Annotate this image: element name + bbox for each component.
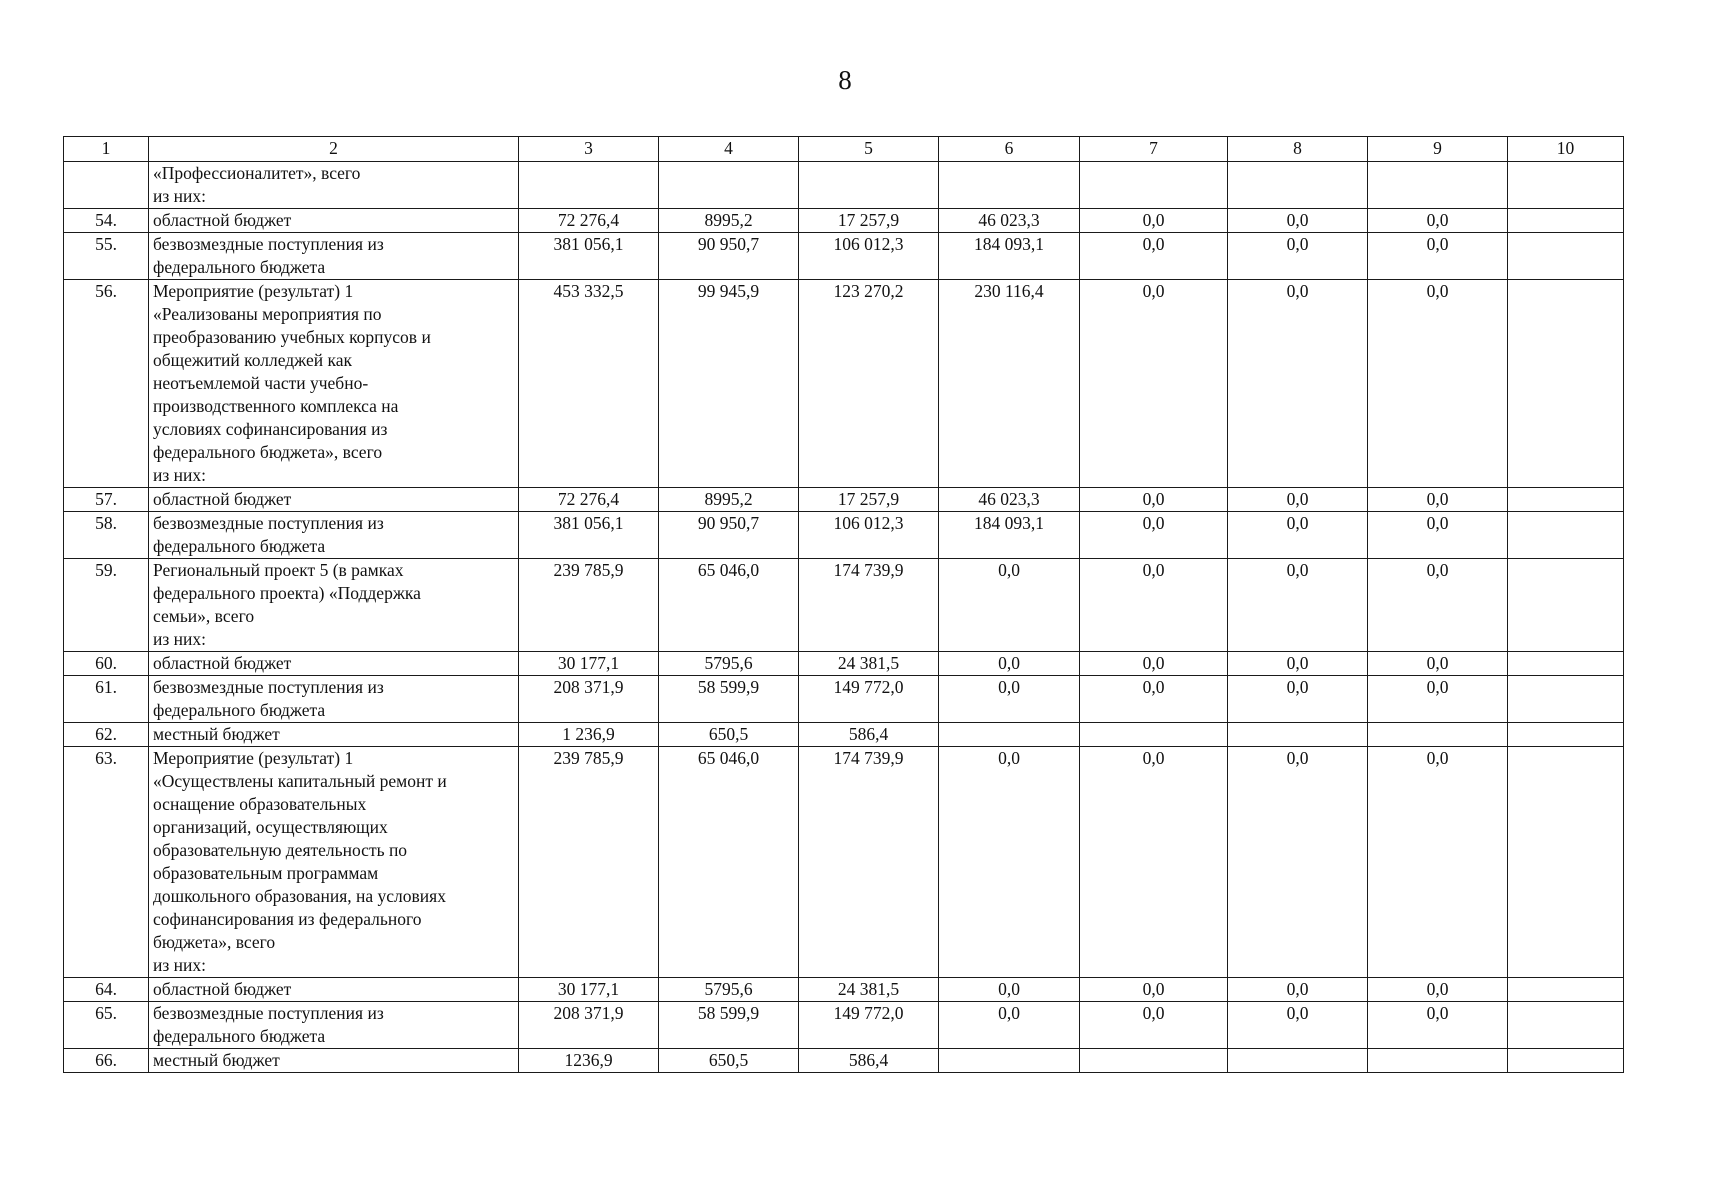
column-header: 6 xyxy=(939,137,1080,162)
header-row xyxy=(64,137,1624,162)
table-row xyxy=(64,233,1624,280)
value-cell: 0,0 xyxy=(939,676,1080,723)
column-header: 8 xyxy=(1228,137,1368,162)
value-cell: 0,0 xyxy=(1368,747,1508,978)
row-name: местный бюджет xyxy=(149,723,519,747)
row-name: безвозмездные поступления из федерального бюджета xyxy=(149,676,519,723)
value-cell xyxy=(799,162,939,209)
value-cell: 0,0 xyxy=(1080,280,1228,488)
value-cell: 30 177,1 xyxy=(519,652,659,676)
table-row xyxy=(64,978,1624,1002)
value-cell xyxy=(519,162,659,209)
table-row xyxy=(64,1002,1624,1049)
value-cell: 0,0 xyxy=(1080,488,1228,512)
row-number: 64. xyxy=(64,978,149,1002)
value-cell: 72 276,4 xyxy=(519,209,659,233)
row-name: безвозмездные поступления из федерального бюджета xyxy=(149,512,519,559)
value-cell xyxy=(1508,747,1624,978)
value-cell: 174 739,9 xyxy=(799,747,939,978)
row-number: 63. xyxy=(64,747,149,978)
value-cell: 230 116,4 xyxy=(939,280,1080,488)
value-cell xyxy=(1368,1049,1508,1073)
row-number: 65. xyxy=(64,1002,149,1049)
value-cell: 208 371,9 xyxy=(519,1002,659,1049)
value-cell xyxy=(1508,209,1624,233)
row-name: Мероприятие (результат) 1 «Осуществлены капитальный ремонт и оснащение образовательных организаций, осуществляющих образовательную деятельность по образовательным программам дошкольного образования, на условиях софинансирования из федерального бюджета», всего из них: xyxy=(149,747,519,978)
value-cell: 381 056,1 xyxy=(519,512,659,559)
row-name: местный бюджет xyxy=(149,1049,519,1073)
value-cell: 184 093,1 xyxy=(939,512,1080,559)
value-cell: 1 236,9 xyxy=(519,723,659,747)
table-row xyxy=(64,488,1624,512)
value-cell: 650,5 xyxy=(659,723,799,747)
value-cell: 0,0 xyxy=(1368,209,1508,233)
value-cell xyxy=(1508,280,1624,488)
row-name: безвозмездные поступления из федерального бюджета xyxy=(149,233,519,280)
value-cell: 0,0 xyxy=(1228,1002,1368,1049)
row-name: «Профессионалитет», всего из них: xyxy=(149,162,519,209)
row-number: 58. xyxy=(64,512,149,559)
row-name: безвозмездные поступления из федерального бюджета xyxy=(149,1002,519,1049)
row-number: 57. xyxy=(64,488,149,512)
value-cell: 0,0 xyxy=(939,1002,1080,1049)
value-cell xyxy=(1228,723,1368,747)
value-cell: 0,0 xyxy=(1368,488,1508,512)
value-cell: 0,0 xyxy=(1080,559,1228,652)
row-number: 59. xyxy=(64,559,149,652)
value-cell: 0,0 xyxy=(1080,1002,1228,1049)
value-cell: 0,0 xyxy=(1228,676,1368,723)
value-cell: 0,0 xyxy=(1228,652,1368,676)
value-cell: 0,0 xyxy=(1368,676,1508,723)
value-cell: 149 772,0 xyxy=(799,676,939,723)
value-cell: 5795,6 xyxy=(659,652,799,676)
column-header: 2 xyxy=(149,137,519,162)
value-cell xyxy=(1508,1049,1624,1073)
value-cell: 0,0 xyxy=(1228,209,1368,233)
row-name: Мероприятие (результат) 1 «Реализованы мероприятия по преобразованию учебных корпусов и общежитий колледжей как неотъемлемой части учебно- производственного комплекса на условиях софинансирования из федерального бюджета», всего из них: xyxy=(149,280,519,488)
value-cell: 0,0 xyxy=(1228,747,1368,978)
value-cell: 24 381,5 xyxy=(799,978,939,1002)
value-cell: 17 257,9 xyxy=(799,209,939,233)
value-cell: 0,0 xyxy=(1368,280,1508,488)
table-row xyxy=(64,1049,1624,1073)
value-cell: 239 785,9 xyxy=(519,559,659,652)
value-cell: 106 012,3 xyxy=(799,512,939,559)
value-cell: 106 012,3 xyxy=(799,233,939,280)
row-number: 66. xyxy=(64,1049,149,1073)
value-cell xyxy=(939,723,1080,747)
table-row xyxy=(64,162,1624,209)
value-cell xyxy=(1508,978,1624,1002)
value-cell xyxy=(1080,1049,1228,1073)
value-cell: 0,0 xyxy=(1368,233,1508,280)
value-cell: 58 599,9 xyxy=(659,1002,799,1049)
table-row xyxy=(64,652,1624,676)
value-cell: 99 945,9 xyxy=(659,280,799,488)
value-cell: 0,0 xyxy=(1080,209,1228,233)
table-row xyxy=(64,280,1624,488)
value-cell: 0,0 xyxy=(1080,233,1228,280)
value-cell xyxy=(1508,233,1624,280)
value-cell xyxy=(939,1049,1080,1073)
table-row xyxy=(64,209,1624,233)
value-cell: 0,0 xyxy=(939,747,1080,978)
value-cell xyxy=(659,162,799,209)
value-cell: 0,0 xyxy=(939,652,1080,676)
budget-table xyxy=(63,136,1624,1073)
value-cell: 0,0 xyxy=(1228,559,1368,652)
value-cell: 90 950,7 xyxy=(659,233,799,280)
column-header: 4 xyxy=(659,137,799,162)
value-cell xyxy=(1508,723,1624,747)
value-cell: 46 023,3 xyxy=(939,209,1080,233)
value-cell: 0,0 xyxy=(1368,559,1508,652)
value-cell: 123 270,2 xyxy=(799,280,939,488)
value-cell: 0,0 xyxy=(1368,1002,1508,1049)
value-cell: 0,0 xyxy=(1228,978,1368,1002)
value-cell: 90 950,7 xyxy=(659,512,799,559)
value-cell xyxy=(1508,559,1624,652)
value-cell: 1236,9 xyxy=(519,1049,659,1073)
value-cell xyxy=(1508,162,1624,209)
row-name: областной бюджет xyxy=(149,978,519,1002)
table-body xyxy=(64,137,1624,1073)
page-number: 8 xyxy=(838,65,852,95)
value-cell: 149 772,0 xyxy=(799,1002,939,1049)
value-cell xyxy=(1368,162,1508,209)
value-cell xyxy=(1508,652,1624,676)
row-name: областной бюджет xyxy=(149,652,519,676)
value-cell: 381 056,1 xyxy=(519,233,659,280)
value-cell: 0,0 xyxy=(1080,676,1228,723)
value-cell: 0,0 xyxy=(1368,652,1508,676)
column-header: 3 xyxy=(519,137,659,162)
value-cell xyxy=(1080,723,1228,747)
value-cell: 0,0 xyxy=(1080,978,1228,1002)
value-cell: 453 332,5 xyxy=(519,280,659,488)
row-number: 61. xyxy=(64,676,149,723)
row-name: областной бюджет xyxy=(149,209,519,233)
value-cell xyxy=(1228,1049,1368,1073)
value-cell: 0,0 xyxy=(1228,233,1368,280)
value-cell xyxy=(1508,488,1624,512)
value-cell: 8995,2 xyxy=(659,209,799,233)
value-cell xyxy=(1228,162,1368,209)
value-cell xyxy=(1080,162,1228,209)
value-cell: 0,0 xyxy=(939,559,1080,652)
column-header: 10 xyxy=(1508,137,1624,162)
row-number: 56. xyxy=(64,280,149,488)
value-cell xyxy=(1368,723,1508,747)
row-name: Региональный проект 5 (в рамках федерального проекта) «Поддержка семьи», всего из них: xyxy=(149,559,519,652)
value-cell: 0,0 xyxy=(1228,280,1368,488)
value-cell: 0,0 xyxy=(1228,512,1368,559)
row-number: 55. xyxy=(64,233,149,280)
value-cell: 24 381,5 xyxy=(799,652,939,676)
value-cell: 0,0 xyxy=(1080,652,1228,676)
value-cell: 650,5 xyxy=(659,1049,799,1073)
value-cell: 65 046,0 xyxy=(659,747,799,978)
value-cell: 208 371,9 xyxy=(519,676,659,723)
value-cell: 72 276,4 xyxy=(519,488,659,512)
value-cell: 184 093,1 xyxy=(939,233,1080,280)
value-cell: 0,0 xyxy=(1368,978,1508,1002)
row-name: областной бюджет xyxy=(149,488,519,512)
value-cell: 5795,6 xyxy=(659,978,799,1002)
column-header: 5 xyxy=(799,137,939,162)
value-cell: 0,0 xyxy=(1080,747,1228,978)
value-cell: 58 599,9 xyxy=(659,676,799,723)
value-cell: 65 046,0 xyxy=(659,559,799,652)
value-cell xyxy=(1508,676,1624,723)
table-row xyxy=(64,559,1624,652)
column-header: 9 xyxy=(1368,137,1508,162)
value-cell: 0,0 xyxy=(1080,512,1228,559)
value-cell: 174 739,9 xyxy=(799,559,939,652)
row-number: 54. xyxy=(64,209,149,233)
value-cell: 0,0 xyxy=(939,978,1080,1002)
table-row xyxy=(64,723,1624,747)
row-number: 62. xyxy=(64,723,149,747)
table-row xyxy=(64,512,1624,559)
value-cell: 30 177,1 xyxy=(519,978,659,1002)
value-cell: 586,4 xyxy=(799,723,939,747)
value-cell: 239 785,9 xyxy=(519,747,659,978)
value-cell xyxy=(1508,512,1624,559)
value-cell xyxy=(1508,1002,1624,1049)
value-cell: 0,0 xyxy=(1228,488,1368,512)
row-number: 60. xyxy=(64,652,149,676)
column-header: 1 xyxy=(64,137,149,162)
value-cell: 17 257,9 xyxy=(799,488,939,512)
table-row xyxy=(64,676,1624,723)
value-cell: 0,0 xyxy=(1368,512,1508,559)
value-cell: 586,4 xyxy=(799,1049,939,1073)
row-number xyxy=(64,162,149,209)
value-cell: 46 023,3 xyxy=(939,488,1080,512)
table-row xyxy=(64,747,1624,978)
value-cell xyxy=(939,162,1080,209)
value-cell: 8995,2 xyxy=(659,488,799,512)
column-header: 7 xyxy=(1080,137,1228,162)
